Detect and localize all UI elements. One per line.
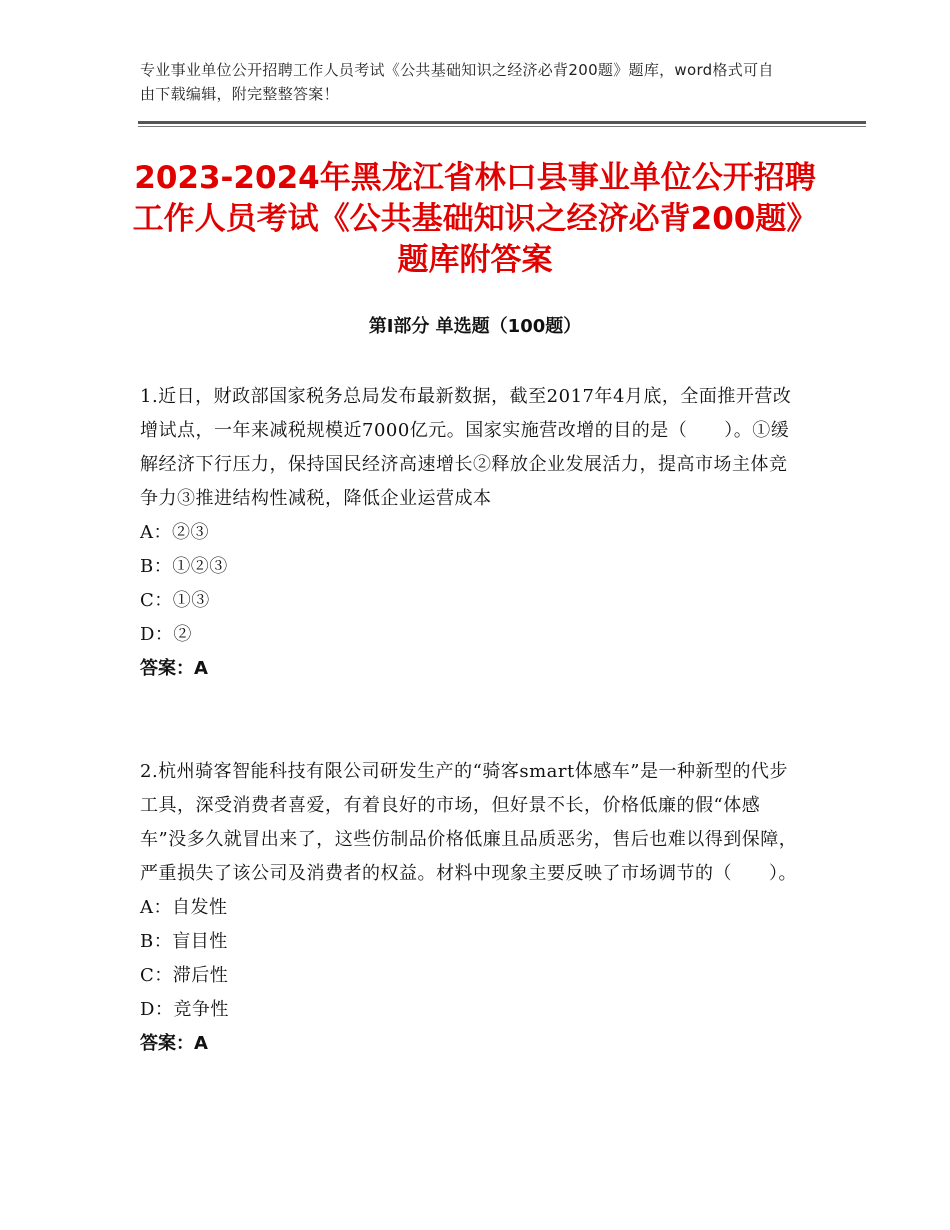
answer-label: 答案：A xyxy=(140,1033,208,1054)
section-heading: 第Ⅰ部分 单选题（100题） xyxy=(368,316,582,337)
document-title: 2023-2024年黑龙江省林口县事业单位公开招聘工作人员考试《公共基础知识之经济必背200题》题库附答案 xyxy=(132,160,818,278)
option-b: B：①②③ xyxy=(140,556,228,577)
option-c: C：①③ xyxy=(140,590,210,611)
option-d: D：竞争性 xyxy=(140,999,229,1020)
option-a: A：自发性 xyxy=(140,897,228,918)
header-divider xyxy=(138,121,866,124)
header-note: 专业事业单位公开招聘工作人员考试《公共基础知识之经济必背200题》题库，word格式可自由下载编辑，附完整整答案！ xyxy=(140,61,774,103)
option-b: B：盲目性 xyxy=(140,931,228,952)
option-a: A：②③ xyxy=(140,522,209,543)
question-2 xyxy=(140,755,800,1061)
question-1 xyxy=(140,380,800,686)
header-divider-thin xyxy=(138,126,866,127)
question-stem: 1.近日，财政部国家税务总局发布最新数据，截至2017年4月底，全面推开营改增试点，一年来减税规模近7000亿元。国家实施营改增的目的是（ ）。①缓解经济下行压力，保持国民经济高速增长②释放企业发展活力，提高市场主体竞争力③推进结构性减税，降低企业运营成本 xyxy=(140,386,792,509)
answer-label: 答案：A xyxy=(140,658,208,679)
question-stem: 2.杭州骑客智能科技有限公司研发生产的“骑客smart体感车”是一种新型的代步工具，深受消费者喜爱，有着良好的市场，但好景不长，价格低廉的假“体感车”没多久就冒出来了，这些仿制品价格低廉且品质恶劣，售后也难以得到保障，严重损失了该公司及消费者的权益。材料中现象主要反映了市场调节的（ ）。 xyxy=(140,761,798,884)
option-d: D：② xyxy=(140,624,192,645)
option-c: C：滞后性 xyxy=(140,965,229,986)
